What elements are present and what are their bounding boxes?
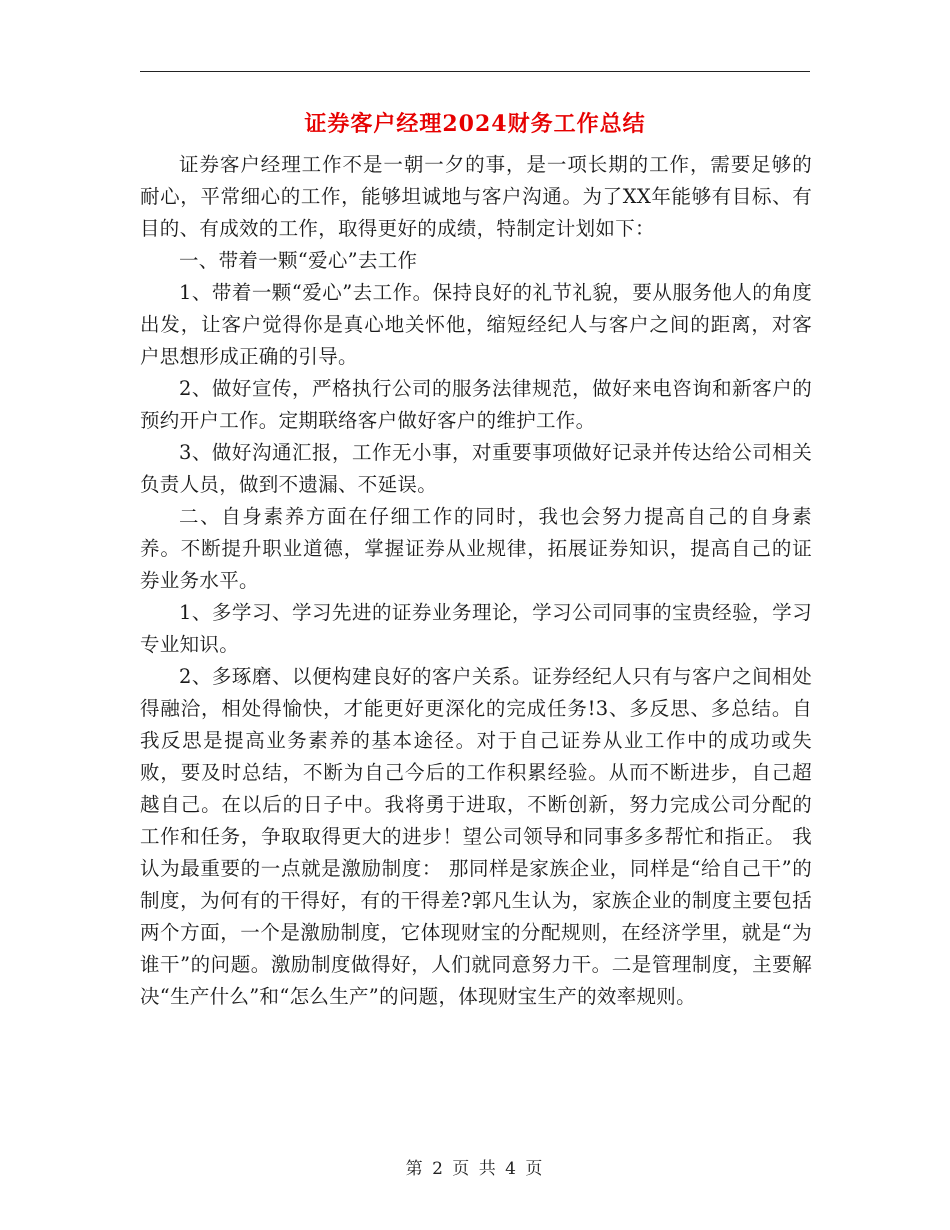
document-title: 证券客户经理2024财务工作总结 <box>304 111 646 137</box>
paragraph-item-1-2: 2、做好宣传，严格执行公司的服务法律规范，做好来电咨询和新客户的预约开户工作。定期联络客户做好客户的维护工作。 <box>140 377 812 432</box>
page-number: 第 2 页 共 4 页 <box>405 1159 545 1179</box>
paragraph-section-1-heading: 一、带着一颗“爱心”去工作 <box>179 249 418 272</box>
paragraph-item-1-3: 3、做好沟通汇报，工作无小事，对重要事项做好记录并传达给公司相关负责人员，做到不遗漏、不延误。 <box>140 441 812 496</box>
paragraph-intro: 证券客户经理工作不是一朝一夕的事，是一项长期的工作，需要足够的耐心，平常细心的工作，能够坦诚地与客户沟通。为了XX年能够有目标、有目的、有成效的工作，取得更好的成绩，特制定计划如下： <box>140 153 812 240</box>
paragraph-item-1-1: 1、带着一颗“爱心”去工作。保持良好的礼节礼貌，要从服务他人的角度出发，让客户觉得你是真心地关怀他，缩短经纪人与客户之间的距离，对客户思想形成正确的引导。 <box>140 281 812 368</box>
header-rule <box>140 71 810 72</box>
paragraph-section-2: 二、自身素养方面在仔细工作的同时，我也会努力提高自己的自身素养。不断提升职业道德，掌握证券从业规律，拓展证券知识，提高自己的证券业务水平。 <box>140 505 812 592</box>
paragraph-item-2-1: 1、多学习、学习先进的证券业务理论，学习公司同事的宝贵经验，学习专业知识。 <box>140 601 812 656</box>
paragraph-item-2-2: 2、多琢磨、以便构建良好的客户关系。证券经纪人只有与客户之间相处得融洽，相处得愉快，才能更好更深化的完成任务!3、多反思、多总结。自我反思是提高业务素养的基本途径。对于自己证券从业工作中的成功或失败，要及时总结，不断为自己今后的工作积累经验。从而不断进步，自己超越自己。在以后的日子中。我将勇于进取，不断创新，努力完成公司分配的工作和任务，争取取得更大的进步！望公司领导和同事多多帮忙和指正。 我认为最重要的一点就是激励制度： 那同样是家族企业，同样是“给自己干”的制度，为何有的干得好，有的干得差?郭凡生认为，家族企业的制度主要包括两个方面，一个是激励制度，它体现财宝的分配规则，在经济学里，就是“为谁干”的问题。激励制度做得好，人们就同意努力干。二是管理制度，主要解决“生产什么”和“怎么生产”的问题，体现财宝生产的效率规则。 <box>140 665 812 1008</box>
document-body <box>140 149 812 1013</box>
